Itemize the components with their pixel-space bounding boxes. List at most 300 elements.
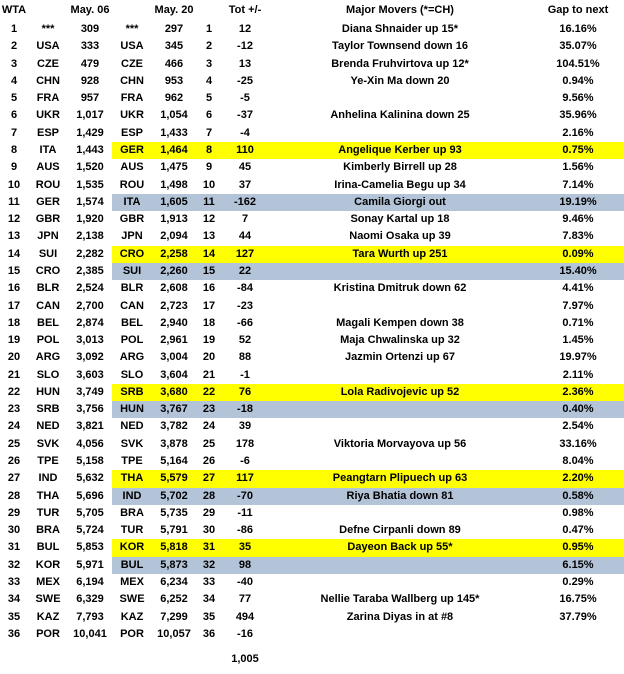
major-mover-cell[interactable]: Camila Giorgi out — [268, 194, 532, 211]
major-mover-cell[interactable]: Nellie Taraba Wallberg up 145* — [320, 593, 480, 606]
may06-country-cell[interactable]: SUI — [38, 247, 58, 260]
major-mover-cell[interactable] — [268, 90, 532, 107]
may20-points-cell[interactable]: 2,258 — [152, 246, 196, 263]
major-mover-cell[interactable]: Kristina Dmitruk down 62 — [333, 282, 467, 295]
may20-points-cell[interactable]: 3,004 — [160, 351, 188, 364]
may06-country-cell[interactable]: MEX — [36, 576, 60, 588]
may06-points-cell[interactable]: 5,724 — [76, 524, 104, 537]
tot-diff-cell[interactable]: 45 — [238, 161, 252, 174]
may06-points-cell[interactable]: 10,041 — [73, 627, 107, 640]
may20-country-cell[interactable]: HUN — [112, 401, 152, 418]
major-mover-cell[interactable] — [268, 125, 532, 142]
may06-country-cell[interactable]: THA — [36, 489, 60, 502]
may20-country-cell[interactable]: BEL — [121, 316, 143, 329]
may20-points-cell[interactable]: 5,873 — [152, 557, 196, 574]
may20-points-cell[interactable]: 3,680 — [152, 384, 196, 401]
rank-cell[interactable]: 1 — [10, 23, 18, 35]
may06-country-cell[interactable]: UKR — [36, 109, 60, 122]
rank-cell[interactable]: 36 — [7, 627, 21, 640]
major-mover-cell[interactable]: Riya Bhatia down 81 — [268, 488, 532, 505]
tot-diff-cell[interactable]: 13 — [238, 57, 252, 70]
gap-to-next-cell[interactable]: 7.83% — [562, 230, 594, 243]
rank-repeat-cell[interactable]: 14 — [196, 246, 222, 263]
rank-repeat-cell[interactable]: 6 — [205, 109, 213, 122]
may06-country-cell[interactable]: USA — [36, 40, 60, 53]
may06-points-cell[interactable]: 3,749 — [76, 385, 104, 398]
tot-diff-cell[interactable]: -70 — [222, 488, 268, 505]
gap-to-next-cell[interactable]: 0.58% — [532, 488, 624, 505]
rank-cell[interactable]: 33 — [7, 576, 21, 588]
major-mover-cell[interactable]: Ye-Xin Ma down 20 — [350, 74, 450, 87]
may06-points-cell[interactable]: 5,632 — [76, 472, 104, 485]
may06-points-cell[interactable]: 5,158 — [76, 455, 104, 468]
rank-cell[interactable]: 9 — [10, 161, 18, 174]
gap-to-next-cell[interactable]: 0.71% — [562, 316, 594, 329]
major-mover-cell[interactable]: Zarina Diyas in at #8 — [346, 610, 454, 623]
may20-points-cell[interactable]: 2,940 — [160, 316, 188, 329]
rank-repeat-cell[interactable]: 17 — [202, 299, 216, 312]
may20-points-cell[interactable]: 5,791 — [160, 524, 188, 537]
gap-to-next-cell[interactable]: 0.75% — [532, 142, 624, 159]
tot-diff-cell[interactable]: -4 — [240, 126, 250, 139]
may06-country-cell[interactable]: CAN — [36, 299, 60, 312]
tot-diff-cell[interactable]: 7 — [241, 213, 249, 226]
rank-repeat-cell[interactable]: 20 — [202, 351, 216, 364]
major-mover-cell[interactable]: Defne Cirpanli down 89 — [339, 524, 461, 537]
tot-diff-cell[interactable]: 52 — [238, 334, 252, 347]
major-mover-cell[interactable]: Lola Radivojevic up 52 — [268, 384, 532, 401]
may06-country-cell[interactable]: KAZ — [36, 610, 60, 623]
tot-diff-cell[interactable]: 35 — [222, 539, 268, 556]
may06-country-cell[interactable]: CZE — [37, 57, 59, 70]
major-mover-cell[interactable]: Jazmin Ortenzi up 67 — [344, 351, 456, 364]
may06-points-cell[interactable]: 1,017 — [76, 109, 104, 122]
may06-points-cell[interactable]: 3,092 — [76, 351, 104, 364]
rank-repeat-cell[interactable]: 5 — [205, 92, 213, 105]
rank-repeat-cell[interactable]: 12 — [202, 213, 216, 226]
major-mover-cell[interactable]: Brenda Fruhvirtova up 12* — [331, 57, 469, 70]
major-mover-cell[interactable]: Magali Kempen down 38 — [336, 316, 464, 329]
may20-country-cell[interactable]: AUS — [120, 161, 144, 174]
may06-country-cell[interactable]: SWE — [35, 593, 61, 606]
rank-repeat-cell[interactable]: 4 — [205, 74, 213, 87]
gap-to-next-cell[interactable]: 4.41% — [562, 282, 594, 295]
may20-points-cell[interactable]: 2,608 — [160, 282, 188, 295]
tot-diff-cell[interactable]: -6 — [240, 455, 250, 468]
gap-to-next-cell[interactable]: 7.14% — [562, 178, 594, 191]
rank-repeat-cell[interactable]: 24 — [202, 420, 216, 433]
may06-points-cell[interactable]: 4,056 — [76, 437, 104, 450]
may20-country-cell[interactable]: ROU — [119, 178, 145, 191]
may06-points-cell[interactable]: 5,696 — [76, 489, 104, 502]
rank-cell[interactable]: 3 — [10, 57, 18, 70]
rank-repeat-cell[interactable]: 23 — [196, 401, 222, 418]
may20-points-cell[interactable]: 7,299 — [160, 610, 188, 623]
rank-repeat-cell[interactable]: 36 — [202, 627, 216, 640]
gap-to-next-cell[interactable]: 6.15% — [532, 557, 624, 574]
gap-to-next-cell[interactable] — [532, 626, 624, 643]
rank-cell[interactable]: 30 — [7, 524, 21, 537]
may20-country-cell[interactable]: GER — [112, 142, 152, 159]
may20-points-cell[interactable]: 5,702 — [152, 488, 196, 505]
may20-points-cell[interactable]: 2,260 — [152, 263, 196, 280]
gap-to-next-cell[interactable]: 19.97% — [559, 351, 597, 364]
tot-diff-cell[interactable]: -12 — [237, 40, 253, 53]
may06-points-cell[interactable]: 5,705 — [76, 506, 104, 519]
may20-points-cell[interactable]: 1,054 — [160, 109, 188, 122]
major-mover-cell[interactable]: Angelique Kerber up 93 — [268, 142, 532, 159]
may06-country-cell[interactable]: GBR — [35, 213, 61, 226]
may20-country-cell[interactable]: ITA — [112, 194, 152, 211]
gap-to-next-cell[interactable]: 0.98% — [562, 506, 594, 519]
rank-cell[interactable]: 26 — [7, 455, 21, 468]
may06-points-cell[interactable]: 1,535 — [76, 178, 104, 191]
may20-points-cell[interactable]: 953 — [164, 74, 184, 87]
major-mover-cell[interactable] — [268, 453, 532, 470]
may20-points-cell[interactable]: 3,782 — [160, 420, 188, 433]
may06-points-cell[interactable]: 7,793 — [76, 610, 104, 623]
gap-to-next-cell[interactable]: 19.19% — [532, 194, 624, 211]
rank-cell[interactable]: 20 — [7, 351, 21, 364]
may20-points-cell[interactable]: 5,164 — [160, 455, 188, 468]
rank-repeat-cell[interactable]: 27 — [196, 470, 222, 487]
major-mover-cell[interactable]: Sonay Kartal up 18 — [350, 213, 450, 226]
may20-points-cell[interactable]: 6,252 — [160, 593, 188, 606]
rank-cell[interactable]: 23 — [7, 403, 21, 416]
may06-country-cell[interactable]: ARG — [35, 351, 61, 364]
major-mover-cell[interactable] — [268, 505, 532, 522]
rank-cell[interactable]: 19 — [7, 334, 21, 347]
may20-country-cell[interactable]: SRB — [112, 384, 152, 401]
major-mover-cell[interactable] — [268, 557, 532, 574]
may20-country-cell[interactable]: IND — [112, 488, 152, 505]
rank-repeat-cell[interactable]: 3 — [205, 57, 213, 70]
gap-to-next-cell[interactable]: 0.29% — [562, 576, 594, 588]
rank-repeat-cell[interactable]: 35 — [202, 610, 216, 623]
may06-country-cell[interactable]: NED — [36, 420, 60, 433]
rank-repeat-cell[interactable]: 2 — [205, 40, 213, 53]
may20-country-cell[interactable]: TPE — [121, 455, 143, 468]
may20-country-cell[interactable]: USA — [120, 40, 144, 53]
major-mover-cell[interactable]: Tara Wurth up 251 — [268, 246, 532, 263]
tot-diff-sum[interactable]: 1,005 — [231, 653, 259, 666]
tot-diff-cell[interactable]: -5 — [240, 92, 250, 105]
rank-cell[interactable]: 10 — [7, 178, 21, 191]
may06-country-cell[interactable]: ROU — [35, 178, 61, 191]
tot-diff-cell[interactable]: 127 — [222, 246, 268, 263]
may20-points-cell[interactable]: 6,234 — [160, 576, 188, 588]
may20-points-cell[interactable]: 2,723 — [160, 299, 188, 312]
major-mover-cell[interactable] — [268, 626, 532, 643]
rank-repeat-cell[interactable]: 34 — [202, 593, 216, 606]
may20-country-cell[interactable]: POR — [120, 627, 144, 640]
rank-repeat-cell[interactable]: 10 — [202, 178, 216, 191]
major-mover-cell[interactable]: Dayeon Back up 55* — [268, 539, 532, 556]
may06-country-cell[interactable]: POL — [36, 334, 60, 347]
may06-country-cell[interactable]: ESP — [36, 126, 59, 139]
rank-repeat-cell[interactable]: 26 — [202, 455, 216, 468]
major-mover-cell[interactable]: Taylor Townsend down 16 — [332, 40, 468, 53]
may06-points-cell[interactable]: 2,138 — [76, 230, 104, 243]
tot-diff-cell[interactable]: -162 — [222, 194, 268, 211]
may20-country-cell[interactable]: CHN — [120, 74, 144, 87]
rank-cell[interactable]: 35 — [7, 610, 21, 623]
rank-repeat-cell[interactable]: 19 — [202, 334, 216, 347]
may20-points-cell[interactable]: 3,767 — [152, 401, 196, 418]
tot-diff-cell[interactable]: -84 — [237, 282, 253, 295]
gap-to-next-cell[interactable]: 2.20% — [532, 470, 624, 487]
rank-cell[interactable]: 17 — [7, 299, 21, 312]
rank-repeat-cell[interactable]: 22 — [196, 384, 222, 401]
may06-country-cell[interactable]: CHN — [36, 74, 60, 87]
gap-to-next-cell[interactable]: 7.97% — [562, 299, 594, 312]
rank-repeat-cell[interactable]: 25 — [202, 437, 216, 450]
may20-points-cell[interactable]: 3,604 — [160, 368, 188, 381]
may20-points-cell[interactable]: 1,605 — [152, 194, 196, 211]
tot-diff-cell[interactable]: -1 — [240, 368, 250, 381]
tot-diff-cell[interactable]: 37 — [238, 178, 252, 191]
may20-points-cell[interactable]: 2,961 — [160, 334, 188, 347]
major-mover-cell[interactable] — [268, 574, 532, 591]
may06-country-cell[interactable]: SRB — [36, 403, 60, 416]
rank-cell[interactable]: 8 — [10, 143, 18, 156]
major-mover-cell[interactable] — [268, 367, 532, 384]
gap-to-next-cell[interactable]: 8.04% — [562, 455, 594, 468]
rank-repeat-cell[interactable]: 28 — [196, 488, 222, 505]
tot-diff-cell[interactable]: 178 — [235, 437, 255, 450]
rank-repeat-cell[interactable]: 7 — [205, 126, 213, 139]
tot-diff-cell[interactable]: 22 — [222, 263, 268, 280]
gap-to-next-cell[interactable]: 2.11% — [562, 368, 594, 381]
rank-repeat-cell[interactable]: 1 — [205, 23, 213, 35]
may06-points-cell[interactable]: 2,385 — [76, 264, 104, 277]
gap-to-next-cell[interactable]: 0.40% — [532, 401, 624, 418]
gap-to-next-cell[interactable]: 9.56% — [562, 92, 594, 105]
may06-country-cell[interactable]: KOR — [35, 558, 61, 571]
major-mover-cell[interactable] — [268, 401, 532, 418]
may20-country-cell[interactable]: FRA — [120, 92, 144, 105]
may06-country-cell[interactable]: BEL — [37, 316, 59, 329]
may06-country-cell[interactable]: CRO — [35, 264, 61, 277]
may06-country-cell[interactable]: BUL — [36, 541, 60, 554]
may06-points-cell[interactable]: 309 — [80, 23, 100, 35]
rank-cell[interactable]: 34 — [7, 593, 21, 606]
gap-to-next-cell[interactable]: 0.09% — [532, 246, 624, 263]
may20-points-cell[interactable]: 5,579 — [152, 470, 196, 487]
may06-points-cell[interactable]: 2,282 — [76, 247, 104, 260]
may06-points-cell[interactable]: 5,971 — [76, 558, 104, 571]
may06-points-cell[interactable]: 2,524 — [76, 282, 104, 295]
rank-cell[interactable]: 11 — [8, 195, 20, 208]
rank-cell[interactable]: 22 — [7, 385, 21, 398]
rank-cell[interactable]: 15 — [7, 264, 21, 277]
may20-country-cell[interactable]: POL — [120, 334, 144, 347]
gap-to-next-cell[interactable]: 2.36% — [532, 384, 624, 401]
tot-diff-cell[interactable]: -23 — [237, 299, 253, 312]
may06-country-cell[interactable]: IND — [38, 472, 58, 485]
rank-repeat-cell[interactable]: 13 — [202, 230, 216, 243]
may06-country-cell[interactable]: BRA — [36, 524, 60, 537]
may20-country-cell[interactable]: SVK — [120, 437, 144, 450]
tot-diff-cell[interactable]: 88 — [238, 351, 252, 364]
may20-country-cell[interactable]: BUL — [112, 557, 152, 574]
may06-points-cell[interactable]: 957 — [80, 92, 100, 105]
rank-cell[interactable]: 25 — [7, 437, 21, 450]
may20-points-cell[interactable]: 5,735 — [160, 506, 188, 519]
gap-to-next-cell[interactable]: 15.40% — [532, 263, 624, 280]
gap-to-next-cell[interactable]: 1.45% — [562, 334, 594, 347]
major-mover-cell[interactable]: Maja Chwalinska up 32 — [340, 334, 460, 347]
rank-cell[interactable]: 4 — [10, 74, 18, 87]
may06-points-cell[interactable]: 333 — [80, 40, 100, 53]
rank-repeat-cell[interactable]: 18 — [202, 316, 216, 329]
gap-to-next-cell[interactable]: 9.46% — [562, 213, 594, 226]
rank-cell[interactable]: 14 — [7, 247, 21, 260]
may06-points-cell[interactable]: 6,329 — [76, 593, 104, 606]
may20-country-cell[interactable]: UKR — [120, 109, 144, 122]
tot-diff-cell[interactable]: -11 — [237, 506, 253, 519]
may06-points-cell[interactable]: 928 — [80, 74, 100, 87]
may20-country-cell[interactable]: CZE — [121, 57, 143, 70]
major-mover-cell[interactable]: Diana Shnaider up 15* — [341, 23, 459, 35]
may06-country-cell[interactable]: TUR — [36, 506, 60, 519]
may06-points-cell[interactable]: 1,920 — [76, 213, 104, 226]
tot-diff-cell[interactable]: -18 — [222, 401, 268, 418]
major-mover-cell[interactable]: Viktoria Morvayova up 56 — [333, 437, 467, 450]
may20-country-cell[interactable]: GBR — [119, 213, 145, 226]
may20-points-cell[interactable]: 1,475 — [160, 161, 188, 174]
tot-diff-cell[interactable]: -40 — [237, 576, 253, 588]
may06-country-cell[interactable]: HUN — [36, 385, 60, 398]
may06-points-cell[interactable]: 3,603 — [76, 368, 104, 381]
rank-repeat-cell[interactable]: 32 — [196, 557, 222, 574]
may20-country-cell[interactable]: KAZ — [120, 610, 144, 623]
may20-country-cell[interactable]: ESP — [120, 126, 143, 139]
major-mover-cell[interactable] — [268, 298, 532, 315]
rank-repeat-cell[interactable]: 16 — [202, 282, 216, 295]
major-mover-cell[interactable] — [268, 263, 532, 280]
major-mover-cell[interactable]: Peangtarn Plipuech up 63 — [268, 470, 532, 487]
rank-cell[interactable]: 24 — [7, 420, 21, 433]
tot-diff-cell[interactable]: 494 — [235, 610, 255, 623]
may20-country-cell[interactable]: MEX — [120, 576, 144, 588]
rank-repeat-cell[interactable]: 31 — [196, 539, 222, 556]
may20-country-cell[interactable]: BLR — [120, 282, 144, 295]
may20-country-cell[interactable]: TUR — [120, 524, 144, 537]
gap-to-next-cell[interactable]: 37.79% — [559, 610, 597, 623]
may06-points-cell[interactable]: 2,700 — [76, 299, 104, 312]
rank-cell[interactable]: 29 — [7, 506, 21, 519]
may20-points-cell[interactable]: 962 — [164, 92, 184, 105]
may20-points-cell[interactable]: 10,057 — [157, 627, 191, 640]
tot-diff-cell[interactable]: 117 — [222, 470, 268, 487]
rank-cell[interactable]: 13 — [7, 230, 21, 243]
tot-diff-cell[interactable]: 77 — [238, 593, 252, 606]
may06-points-cell[interactable]: 479 — [80, 57, 100, 70]
may20-points-cell[interactable]: 5,818 — [152, 539, 196, 556]
may20-points-cell[interactable]: 3,878 — [160, 437, 188, 450]
may20-country-cell[interactable]: KOR — [112, 539, 152, 556]
may06-points-cell[interactable]: 5,853 — [76, 541, 104, 554]
may06-points-cell[interactable]: 3,821 — [76, 420, 104, 433]
may06-points-cell[interactable]: 3,013 — [76, 334, 104, 347]
may20-points-cell[interactable]: 297 — [164, 23, 184, 35]
major-mover-cell[interactable]: Irina-Camelia Begu up 34 — [334, 178, 466, 191]
may20-country-cell[interactable]: THA — [112, 470, 152, 487]
gap-to-next-cell[interactable]: 35.96% — [559, 109, 597, 122]
may06-country-cell[interactable]: TPE — [37, 455, 59, 468]
gap-to-next-cell[interactable]: 104.51% — [556, 57, 600, 70]
rank-cell[interactable]: 18 — [7, 316, 21, 329]
may06-points-cell[interactable]: 2,874 — [76, 316, 104, 329]
tot-diff-cell[interactable]: -86 — [237, 524, 253, 537]
major-mover-cell[interactable]: Kimberly Birrell up 28 — [343, 161, 457, 174]
tot-diff-cell[interactable]: 44 — [238, 230, 252, 243]
may20-country-cell[interactable]: SWE — [119, 593, 145, 606]
may06-points-cell[interactable]: 1,443 — [76, 143, 104, 156]
tot-diff-cell[interactable]: -66 — [237, 316, 253, 329]
gap-to-next-cell[interactable]: 1.56% — [562, 161, 594, 174]
may06-country-cell[interactable]: JPN — [37, 230, 59, 243]
rank-repeat-cell[interactable]: 15 — [196, 263, 222, 280]
rank-repeat-cell[interactable]: 33 — [202, 576, 216, 588]
major-mover-cell[interactable]: Anhelina Kalinina down 25 — [330, 109, 470, 122]
may20-points-cell[interactable]: 1,464 — [152, 142, 196, 159]
gap-to-next-cell[interactable]: 16.75% — [559, 593, 597, 606]
may06-country-cell[interactable]: AUS — [36, 161, 60, 174]
may20-points-cell[interactable]: 466 — [164, 57, 184, 70]
may20-country-cell[interactable]: BRA — [120, 506, 144, 519]
may06-country-cell[interactable]: SVK — [36, 437, 60, 450]
gap-to-next-cell[interactable]: 2.54% — [562, 420, 594, 433]
rank-repeat-cell[interactable]: 11 — [196, 194, 222, 211]
rank-cell[interactable]: 31 — [7, 541, 21, 554]
may20-points-cell[interactable]: 1,913 — [160, 213, 188, 226]
may06-country-cell[interactable]: ITA — [39, 143, 57, 156]
gap-to-next-cell[interactable]: 0.94% — [562, 74, 594, 87]
rank-repeat-cell[interactable]: 29 — [202, 506, 216, 519]
rank-cell[interactable]: 12 — [7, 213, 21, 226]
tot-diff-cell[interactable]: 110 — [222, 142, 268, 159]
may20-points-cell[interactable]: 345 — [164, 40, 184, 53]
may20-country-cell[interactable]: JPN — [121, 230, 143, 243]
may06-country-cell[interactable]: *** — [41, 23, 55, 35]
tot-diff-cell[interactable]: 12 — [238, 23, 252, 35]
may06-country-cell[interactable]: POR — [36, 627, 60, 640]
major-mover-cell[interactable] — [268, 418, 532, 435]
rank-cell[interactable]: 6 — [10, 109, 18, 122]
rank-cell[interactable]: 5 — [10, 92, 18, 105]
rank-repeat-cell[interactable]: 21 — [202, 368, 216, 381]
may06-points-cell[interactable]: 6,194 — [76, 576, 104, 588]
rank-cell[interactable]: 16 — [7, 282, 21, 295]
may06-points-cell[interactable]: 1,429 — [76, 126, 104, 139]
rank-repeat-cell[interactable]: 30 — [202, 524, 216, 537]
tot-diff-cell[interactable]: 39 — [238, 420, 252, 433]
tot-diff-cell[interactable]: 98 — [222, 557, 268, 574]
may06-country-cell[interactable]: SLO — [36, 368, 60, 381]
may06-points-cell[interactable]: 3,756 — [76, 403, 104, 416]
rank-cell[interactable]: 7 — [10, 126, 18, 139]
may20-points-cell[interactable]: 1,433 — [160, 126, 188, 139]
tot-diff-cell[interactable]: -37 — [237, 109, 253, 122]
may06-country-cell[interactable]: GER — [36, 195, 60, 208]
tot-diff-cell[interactable]: -25 — [237, 74, 253, 87]
may20-country-cell[interactable]: CRO — [112, 246, 152, 263]
may20-points-cell[interactable]: 1,498 — [160, 178, 188, 191]
may06-country-cell[interactable]: FRA — [36, 92, 60, 105]
may20-country-cell[interactable]: *** — [125, 23, 139, 35]
